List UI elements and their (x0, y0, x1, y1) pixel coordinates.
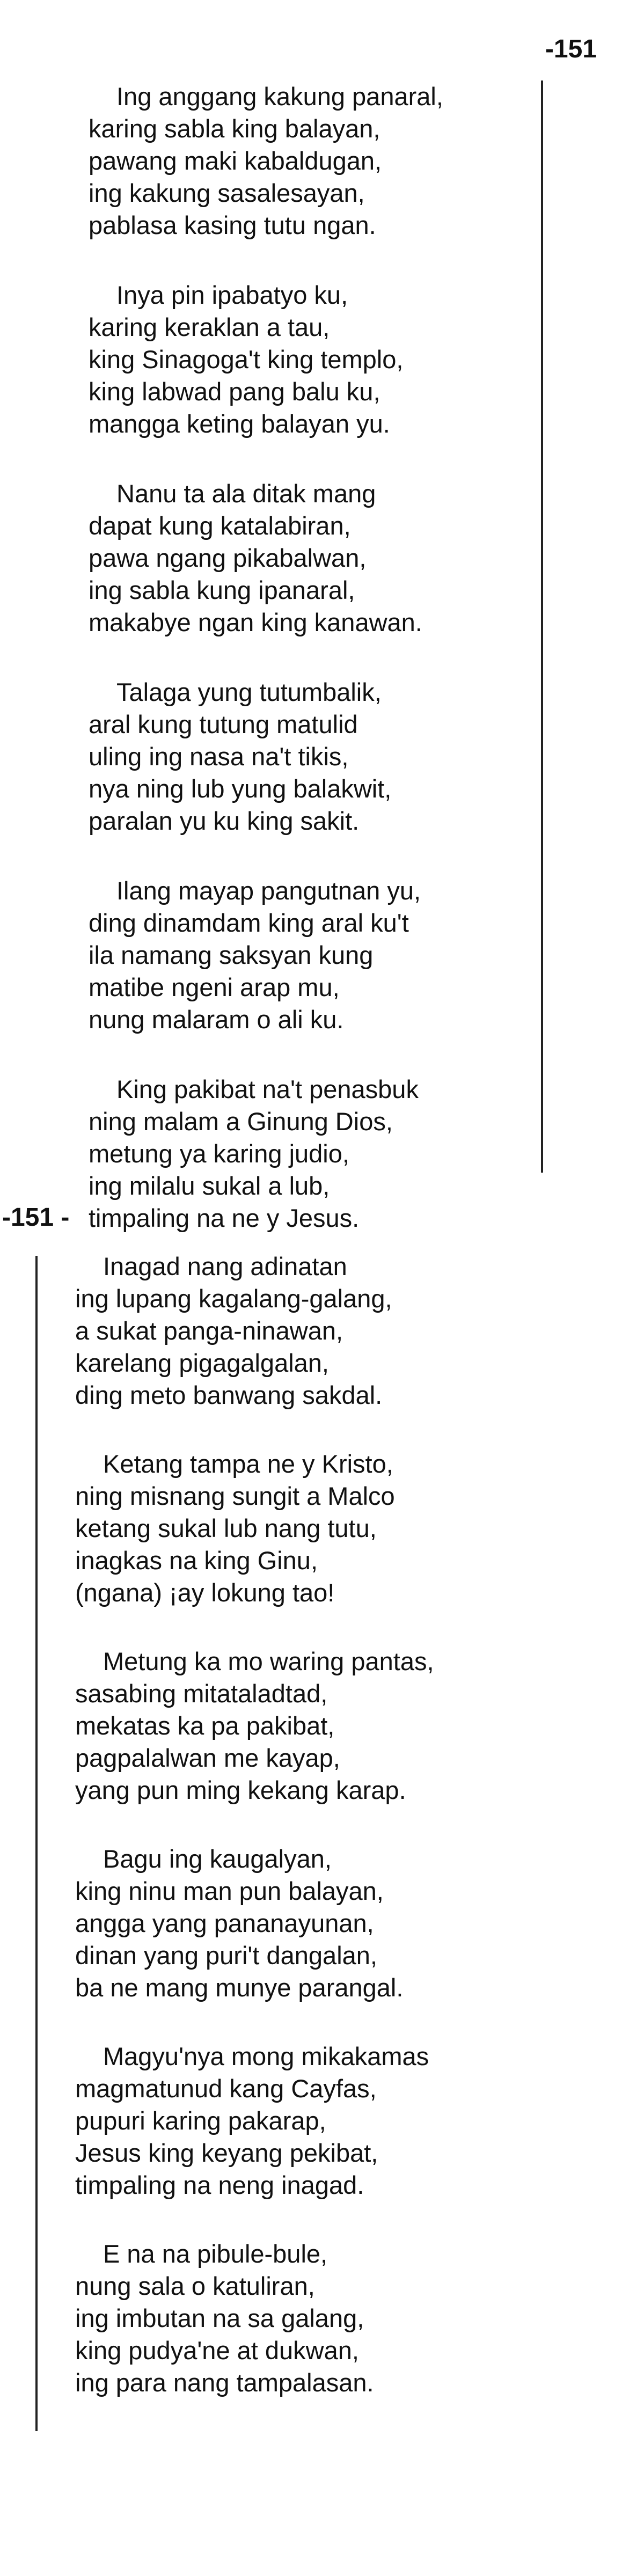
verse-line: king ninu man pun balayan, (75, 1877, 384, 1905)
verse-line: matibe ngeni arap mu, (89, 973, 340, 1001)
verse-line: ing sabla kung ipanaral, (89, 576, 355, 604)
verse-line: Inagad nang adinatan (103, 1252, 347, 1280)
verse-line: nung malaram o ali ku. (89, 1005, 344, 1034)
verse-line: karing sabla king balayan, (89, 114, 380, 143)
verse-line: king Sinagoga't king templo, (89, 345, 404, 374)
poem-column-bottom (75, 1250, 526, 2435)
verse-line: ila namang saksyan kung (89, 941, 374, 969)
verse-line: ding meto banwang sakdal. (75, 1381, 383, 1409)
verse-line: yang pun ming kekang karap. (75, 1776, 406, 1804)
verse-line: dapat kung katalabiran, (89, 511, 351, 540)
verse-line: ing lupang kagalang-galang, (75, 1284, 392, 1313)
verse-line: angga yang pananayunan, (75, 1909, 374, 1937)
verse-line: king labwad pang balu ku, (89, 377, 380, 406)
stanza (89, 478, 529, 676)
stanza (89, 279, 529, 478)
verse-line: metung ya karing judio, (89, 1139, 349, 1168)
verse-line: King pakibat na't penasbuk (116, 1075, 419, 1103)
verse-line: Ilang mayap pangutnan yu, (116, 876, 421, 905)
verse-line: ning malam a Ginung Dios, (89, 1107, 393, 1136)
verse-line: aral kung tutung matulid (89, 710, 358, 738)
verse-line: ing kakung sasalesayan, (89, 179, 365, 207)
verse-line: ketang sukal lub nang tutu, (75, 1514, 377, 1542)
verse-line: dinan yang puri't dangalan, (75, 1941, 377, 1970)
verse-line: nya ning lub yung balakwit, (89, 774, 392, 803)
verse-line: pawang maki kabaldugan, (89, 147, 382, 175)
verse-line: E na na pibule-bule, (103, 2240, 328, 2268)
verse-line: ing para nang tampalasan. (75, 2368, 374, 2397)
verse-line: ning misnang sungit a Malco (75, 1482, 395, 1510)
verse-line: Inya pin ipabatyo ku, (116, 281, 348, 309)
poem-column-top (89, 80, 529, 1272)
stanza (89, 1073, 529, 1272)
verse-line: Ketang tampa ne y Kristo, (103, 1450, 393, 1478)
verse-line: uling ing nasa na't tikis, (89, 742, 349, 771)
verse-line: paralan yu ku king sakit. (89, 807, 360, 835)
column-rule-top (541, 80, 543, 1173)
verse-line: sasabing mitataladtad, (75, 1679, 328, 1708)
verse-line: Nanu ta ala ditak mang (116, 479, 376, 508)
stanza (75, 1645, 526, 1843)
stanza (89, 875, 529, 1073)
verse-line: karing keraklan a tau, (89, 313, 330, 341)
verse-line: Metung ka mo waring pantas, (103, 1647, 434, 1675)
verse-line: pagpalalwan me kayap, (75, 1744, 340, 1772)
column-rule-bottom (35, 1256, 38, 2431)
verse-line: ba ne mang munye parangal. (75, 1973, 404, 2002)
verse-line: timpaling na ne y Jesus. (89, 1204, 360, 1232)
stanza (75, 2040, 526, 2238)
verse-line: Talaga yung tutumbalik, (116, 678, 382, 706)
verse-line: Magyu'nya mong mikakamas (103, 2042, 429, 2070)
verse-line: (ngana) ¡ay lokung tao! (75, 1578, 335, 1607)
verse-line: karelang pigagalgalan, (75, 1349, 329, 1377)
verse-line: ing milalu sukal a lub, (89, 1172, 330, 1200)
verse-line: Ing anggang kakung panaral, (116, 82, 443, 111)
verse-line: king pudya'ne at dukwan, (75, 2336, 359, 2365)
verse-line: ing imbutan na sa galang, (75, 2304, 364, 2332)
stanza (75, 1843, 526, 2040)
verse-line: ding dinamdam king aral ku't (89, 909, 409, 937)
verse-line: Bagu ing kaugalyan, (103, 1845, 332, 1873)
verse-line: pablasa kasing tutu ngan. (89, 211, 376, 239)
verse-line: pupuri karing pakarap, (75, 2106, 326, 2135)
page-number-bottom: -151 - (2, 1203, 70, 1232)
verse-line: mekatas ka pa pakibat, (75, 1711, 335, 1740)
verse-line: Jesus king keyang pekibat, (75, 2139, 378, 2167)
stanza (75, 2238, 526, 2435)
verse-line: a sukat panga-ninawan, (75, 1316, 343, 1345)
stanza (75, 1250, 526, 1448)
verse-line: mangga keting balayan yu. (89, 409, 390, 438)
stanza (89, 80, 529, 279)
stanza (75, 1448, 526, 1645)
verse-line: nung sala o katuliran, (75, 2272, 315, 2300)
verse-line: makabye ngan king kanawan. (89, 608, 422, 636)
stanza (89, 676, 529, 875)
verse-line: timpaling na neng inagad. (75, 2171, 364, 2199)
verse-line: inagkas na king Ginu, (75, 1546, 318, 1575)
verse-line: magmatunud kang Cayfas, (75, 2074, 377, 2103)
verse-line: pawa ngang pikabalwan, (89, 544, 367, 572)
page-number-top: -151 (545, 35, 597, 63)
